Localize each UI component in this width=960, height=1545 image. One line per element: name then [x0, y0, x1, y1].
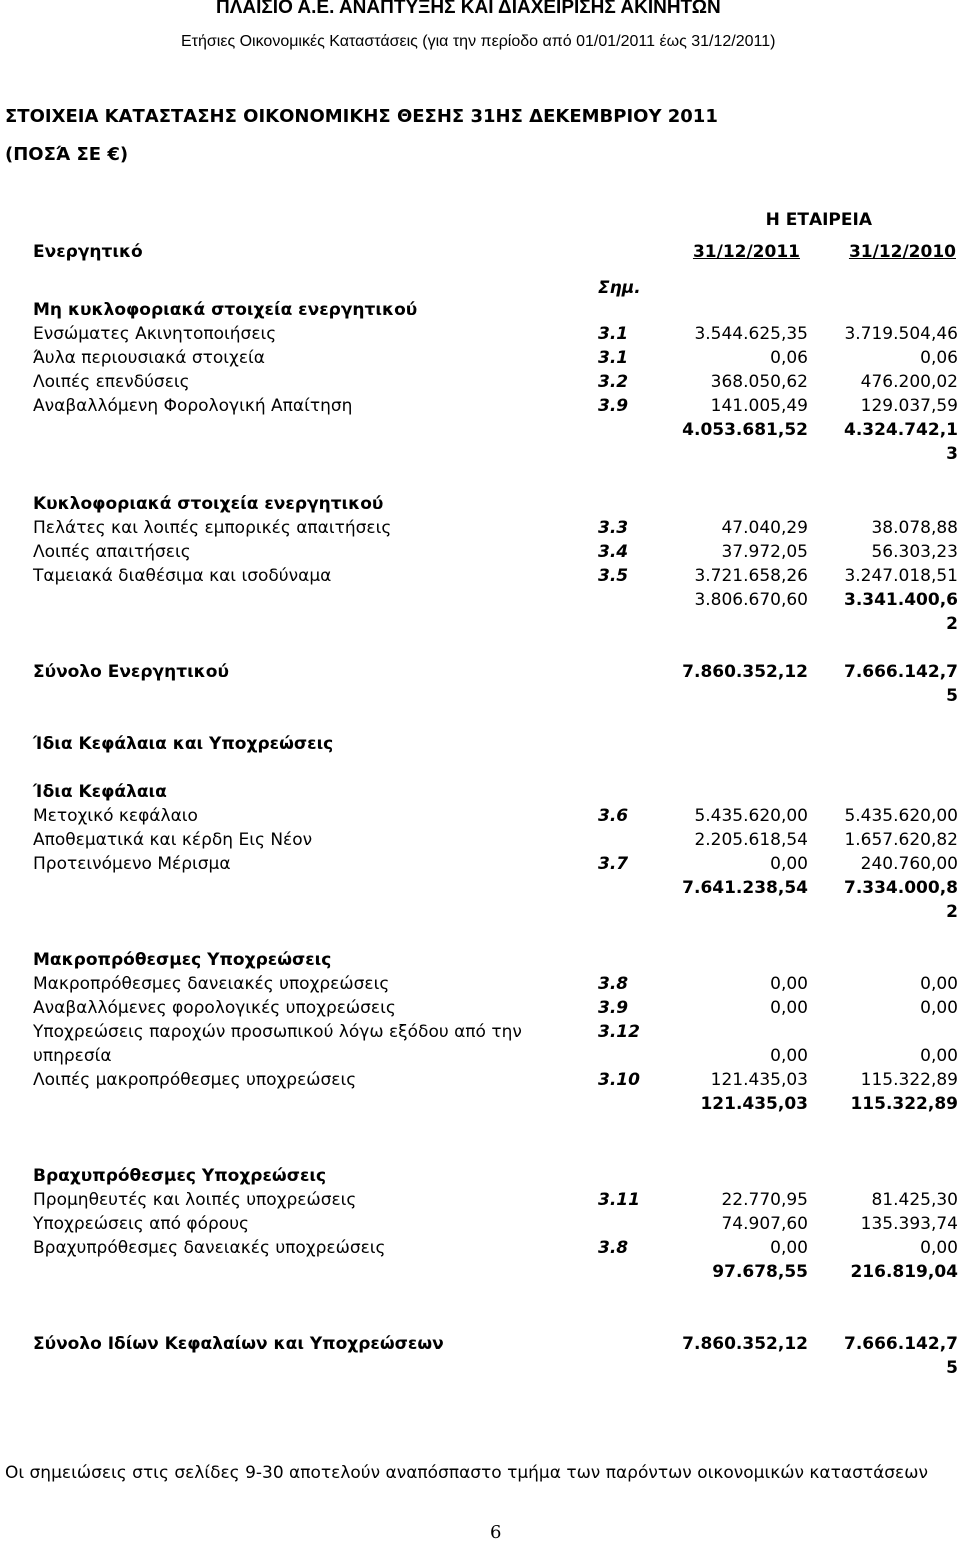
row-label: Αποθεματικά και κέρδη Εις Νέον	[33, 830, 313, 850]
date-header-row	[0, 240, 960, 264]
section-heading: Μακροπρόθεσμες Υποχρεώσεις	[33, 950, 332, 970]
section-heading: Κυκλοφοριακά στοιχεία ενεργητικού	[33, 494, 384, 514]
row-value-2011: 0,00	[770, 974, 808, 994]
row-value-2011: 47.040,29	[721, 518, 808, 538]
row-value-2010: 0,00	[920, 998, 958, 1018]
subtotal-row	[0, 588, 960, 634]
subtotal-2011: 3.806.670,60	[694, 590, 808, 610]
table-row	[0, 564, 960, 588]
subtotal-2010: 115.322,89	[850, 1094, 958, 1114]
page-number: 6	[490, 1522, 502, 1543]
subtotal-row	[0, 1260, 960, 1284]
longterm-title-row	[0, 948, 960, 972]
row-value-2011: 2.205.618,54	[694, 830, 808, 850]
row-value-2011: 22.770,95	[721, 1190, 808, 1210]
row-note: 3.2	[598, 372, 629, 392]
row-value-2011: 368.050,62	[710, 372, 808, 392]
total-assets-row	[0, 660, 960, 706]
row-value-2011: 0,00	[770, 1238, 808, 1258]
row-value-2010: 135.393,74	[860, 1214, 958, 1234]
row-label: Βραχυπρόθεσμες δανειακές υποχρεώσεις	[33, 1238, 386, 1258]
row-label-continued: υπηρεσία	[33, 1046, 112, 1066]
row-value-2011: 5.435.620,00	[694, 806, 808, 826]
row-note: 3.12	[598, 1022, 640, 1042]
total-2010: 7.666.142,7	[843, 662, 958, 682]
subtotal-2010: 7.334.000,8	[843, 878, 958, 898]
subtotal-2011: 7.641.238,54	[682, 878, 808, 898]
table-row	[0, 852, 960, 876]
grand-total-row	[0, 1332, 960, 1378]
table-row	[0, 540, 960, 564]
row-note: 3.5	[598, 566, 629, 586]
row-value-2010: 81.425,30	[871, 1190, 958, 1210]
row-label: Λοιπές επενδύσεις	[33, 372, 190, 392]
row-value-2010: 0,00	[920, 1238, 958, 1258]
row-value-2010: 0,00	[920, 974, 958, 994]
row-value-2010: 5.435.620,00	[844, 806, 958, 826]
grand-total-label: Σύνολο Ιδίων Κεφαλαίων και Υποχρεώσεων	[33, 1334, 444, 1354]
table-row	[0, 394, 960, 418]
row-label: Πελάτες και λοιπές εμπορικές απαιτήσεις	[33, 518, 392, 538]
row-value-2010: 476.200,02	[860, 372, 958, 392]
noncurrent-title-row	[0, 298, 960, 322]
date-2010-header: 31/12/2010	[848, 242, 956, 262]
row-label: Μακροπρόθεσμες δανειακές υποχρεώσεις	[33, 974, 390, 994]
row-note: 3.9	[598, 998, 629, 1018]
row-note: 3.1	[598, 324, 629, 344]
section-heading: Μη κυκλοφοριακά στοιχεία ενεργητικού	[33, 300, 418, 320]
row-value-2011: 0,00	[770, 854, 808, 874]
row-value-2010: 38.078,88	[871, 518, 958, 538]
table-row	[0, 346, 960, 370]
row-value-2011: 3.721.658,26	[694, 566, 808, 586]
subtotal-2010-wrap: 3	[946, 444, 958, 464]
table-row	[0, 370, 960, 394]
table-row	[0, 1188, 960, 1212]
entity-header-row	[0, 208, 960, 232]
row-value-2010: 240.760,00	[860, 854, 958, 874]
row-label: Ενσώματες Ακινητοποιήσεις	[33, 324, 277, 344]
row-value-2011: 3.544.625,35	[694, 324, 808, 344]
subtotal-2010: 3.341.400,6	[843, 590, 958, 610]
row-value-2010: 3.247.018,51	[844, 566, 958, 586]
total-2011: 7.860.352,12	[682, 662, 808, 682]
subtotal-row	[0, 418, 960, 464]
row-note: 3.8	[598, 974, 629, 994]
table-row	[0, 828, 960, 852]
row-label: Άυλα περιουσιακά στοιχεία	[33, 348, 265, 368]
table-row	[0, 804, 960, 828]
currency-note: (ΠΟΣΆ ΣΕ €)	[5, 144, 129, 165]
row-label: Ταμειακά διαθέσιμα και ισοδύναμα	[33, 566, 332, 586]
subtotal-2011: 4.053.681,52	[682, 420, 808, 440]
row-label: Λοιπές απαιτήσεις	[33, 542, 191, 562]
section-title: Ενεργητικό	[33, 242, 143, 262]
row-label: Λοιπές μακροπρόθεσμες υποχρεώσεις	[33, 1070, 357, 1090]
row-value-2011: 141.005,49	[710, 396, 808, 416]
note-header-row	[0, 276, 960, 300]
subtotal-2011: 121.435,03	[700, 1094, 808, 1114]
current-title-row	[0, 492, 960, 516]
row-note: 3.9	[598, 396, 629, 416]
subtotal-2010-wrap: 2	[946, 902, 958, 922]
table-row	[0, 972, 960, 996]
statement-title: ΣΤΟΙΧΕΙΑ ΚΑΤΑΣΤΑΣΗΣ ΟΙΚΟΝΟΜΙΚΗΣ ΘΕΣΗΣ 31ΗΣ ΔΕΚΕΜΒΡΙΟΥ 2011	[5, 106, 718, 127]
subtotal-2010: 216.819,04	[850, 1262, 958, 1282]
section-heading: Ίδια Κεφάλαια	[33, 782, 167, 802]
row-value-2011: 121.435,03	[710, 1070, 808, 1090]
table-row	[0, 1068, 960, 1092]
row-note: 3.11	[598, 1190, 640, 1210]
row-value-2011: 0,00	[770, 1046, 808, 1066]
table-row	[0, 1236, 960, 1260]
row-label: Μετοχικό κεφάλαιο	[33, 806, 198, 826]
row-value-2011: 0,06	[770, 348, 808, 368]
row-label: Προμηθευτές και λοιπές υποχρεώσεις	[33, 1190, 357, 1210]
row-note: 3.4	[598, 542, 629, 562]
shortterm-title-row	[0, 1164, 960, 1188]
subtotal-2010-wrap: 2	[946, 614, 958, 634]
row-label: Αναβαλλόμενη Φορολογική Απαίτηση	[33, 396, 353, 416]
row-note: 3.8	[598, 1238, 629, 1258]
table-row	[0, 1020, 960, 1044]
row-value-2010: 56.303,23	[871, 542, 958, 562]
footer-note: Οι σημειώσεις στις σελίδες 9-30 αποτελούν αναπόσπαστο τμήμα των παρόντων οικονομικών καταστάσεων	[5, 1463, 928, 1483]
grand-total-2011: 7.860.352,12	[682, 1334, 808, 1354]
table-row	[0, 1212, 960, 1236]
row-label: Υποχρεώσεις παροχών προσωπικού λόγω εξόδου από την	[33, 1022, 522, 1042]
note-header: Σημ.	[598, 278, 641, 298]
table-row	[0, 322, 960, 346]
section-heading: Βραχυπρόθεσμες Υποχρεώσεις	[33, 1166, 327, 1186]
grand-total-2010-wrap: 5	[946, 1358, 958, 1378]
report-subtitle: Ετήσιες Οικονομικές Καταστάσεις (για την περίοδο από 01/01/2011 έως 31/12/2011)	[181, 33, 776, 50]
row-value-2010: 1.657.620,82	[844, 830, 958, 850]
company-title: ΠΛΑΙΣΙΟ Α.Ε. ΑΝΑΠΤΥΞΗΣ ΚΑΙ ΔΙΑΧΕΙΡΙΣΗΣ ΑΚΙΝΗΤΩΝ	[216, 0, 721, 18]
row-label: Υποχρεώσεις από φόρους	[33, 1214, 250, 1234]
equity-liabilities-title-row	[0, 732, 960, 756]
row-note: 3.1	[598, 348, 629, 368]
subtotal-row	[0, 876, 960, 922]
row-label: Προτεινόμενο Μέρισμα	[33, 854, 231, 874]
row-value-2011: 37.972,05	[721, 542, 808, 562]
equity-title-row	[0, 780, 960, 804]
table-row	[0, 516, 960, 540]
total-2010-wrap: 5	[946, 686, 958, 706]
row-note: 3.6	[598, 806, 629, 826]
row-value-2010: 3.719.504,46	[844, 324, 958, 344]
subtotal-2011: 97.678,55	[712, 1262, 808, 1282]
row-value-2010: 0,00	[920, 1046, 958, 1066]
subtotal-row	[0, 1092, 960, 1116]
total-label: Σύνολο Ενεργητικού	[33, 662, 229, 682]
entity-header: Η ΕΤΑΙΡΕΙΑ	[765, 210, 872, 230]
grand-total-2010: 7.666.142,7	[843, 1334, 958, 1354]
table-row	[0, 996, 960, 1020]
table-row	[0, 1044, 960, 1068]
row-value-2011: 74.907,60	[721, 1214, 808, 1234]
row-value-2011: 0,00	[770, 998, 808, 1018]
section-heading: Ίδια Κεφάλαια και Υποχρεώσεις	[33, 734, 334, 754]
row-note: 3.7	[598, 854, 629, 874]
row-value-2010: 129.037,59	[860, 396, 958, 416]
row-value-2010: 115.322,89	[860, 1070, 958, 1090]
date-2011-header: 31/12/2011	[692, 242, 800, 262]
row-label: Αναβαλλόμενες φορολογικές υποχρεώσεις	[33, 998, 396, 1018]
subtotal-2010: 4.324.742,1	[843, 420, 958, 440]
row-note: 3.10	[598, 1070, 640, 1090]
row-note: 3.3	[598, 518, 629, 538]
row-value-2010: 0,06	[920, 348, 958, 368]
